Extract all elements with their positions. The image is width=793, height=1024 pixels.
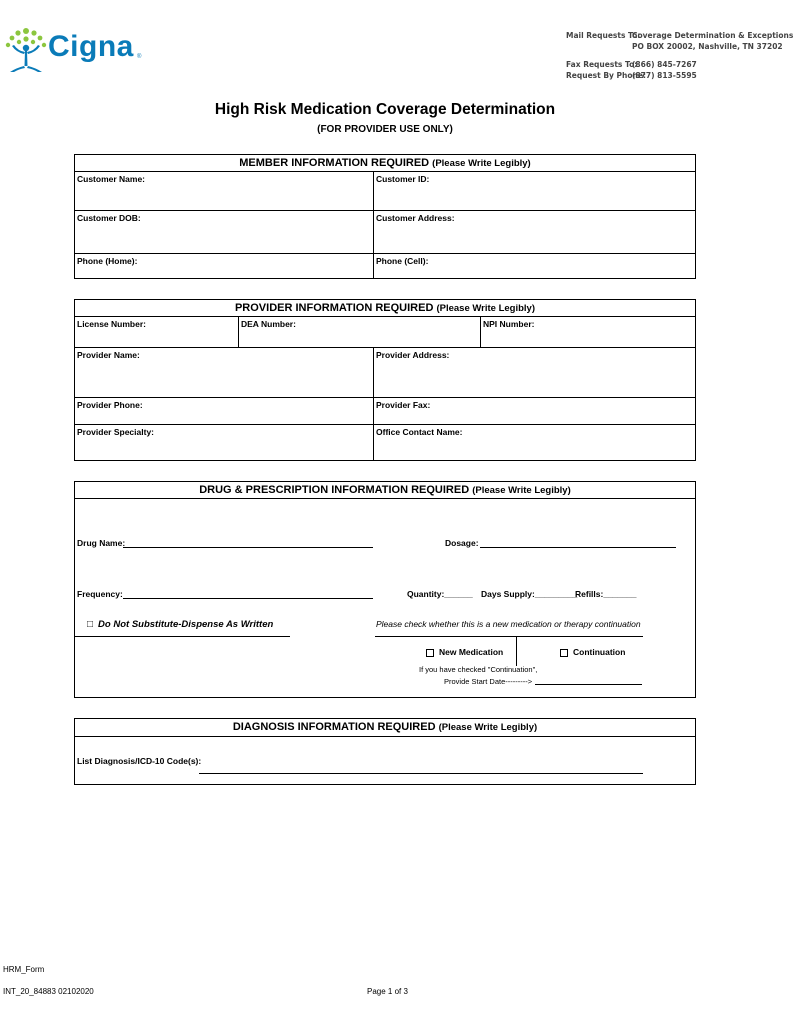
refills-field[interactable]: Refills:_______ [575, 589, 637, 599]
office-contact-field[interactable]: Office Contact Name: [376, 427, 463, 437]
continuation-option[interactable]: Continuation [560, 647, 625, 657]
provider-fax-field[interactable]: Provider Fax: [376, 400, 431, 410]
customer-address-field[interactable]: Customer Address: [376, 213, 455, 223]
dosage-label: Dosage: [445, 538, 479, 548]
fax-value: (866) 845-7267 [632, 60, 697, 69]
customer-dob-field[interactable]: Customer DOB: [77, 213, 141, 223]
phone-value: (877) 813-5595 [632, 71, 697, 80]
license-number-field[interactable]: License Number: [77, 319, 146, 329]
start-date-input[interactable] [535, 684, 642, 685]
drug-info-section [74, 481, 696, 698]
page-number: Page 1 of 3 [367, 987, 408, 996]
continuation-checkbox[interactable] [560, 649, 568, 657]
mail-line-1: Coverage Determination & Exceptions [632, 31, 793, 40]
dnsub-checkbox-row[interactable] [87, 619, 273, 630]
form-code: INT_20_84883 02102020 [3, 987, 94, 996]
dnsub-label: Do Not Substitute-Dispense As Written [98, 619, 274, 630]
new-medication-option[interactable]: New Medication [426, 647, 503, 657]
form-name: HRM_Form [3, 965, 45, 974]
registered-mark-icon: ® [137, 54, 142, 60]
mail-line-2: PO BOX 20002, Nashville, TN 37202 [632, 42, 783, 51]
dosage-input[interactable] [480, 547, 676, 548]
checkbox-icon[interactable]: □ [87, 619, 94, 630]
drug-name-input[interactable] [123, 547, 373, 548]
provider-name-field[interactable]: Provider Name: [77, 350, 140, 360]
diagnosis-label: List Diagnosis/ICD-10 Code(s): [77, 756, 202, 766]
customer-id-field[interactable]: Customer ID: [376, 174, 430, 184]
new-medication-checkbox[interactable] [426, 649, 434, 657]
provider-address-field[interactable]: Provider Address: [376, 350, 450, 360]
check-note: Please check whether this is a new medication or therapy continuation [376, 619, 641, 629]
provider-section-title: PROVIDER INFORMATION REQUIRED (Please Write Legibly) [234, 302, 536, 314]
phone-home-field[interactable]: Phone (Home): [77, 256, 138, 266]
cigna-logo [4, 26, 154, 74]
member-section-title: MEMBER INFORMATION REQUIRED (Please Write Legibly) [239, 157, 531, 169]
cigna-wordmark: Cigna [48, 30, 134, 63]
page-subtitle: (FOR PROVIDER USE ONLY) [317, 124, 453, 135]
customer-name-field[interactable]: Customer Name: [77, 174, 146, 184]
provider-info-section [74, 299, 696, 461]
fax-label: Fax Requests To: [566, 60, 638, 69]
diagnosis-section-title: DIAGNOSIS INFORMATION REQUIRED (Please Write Legibly) [232, 721, 538, 733]
tree-of-life-icon [4, 26, 48, 72]
diagnosis-info-section [74, 718, 696, 785]
days-supply-field[interactable]: Days Supply:_________ [481, 589, 578, 599]
npi-number-field[interactable]: NPI Number: [483, 319, 535, 329]
drug-name-label: Drug Name: [77, 538, 126, 548]
if-checked-note: If you have checked "Continuation", [419, 665, 538, 674]
phone-cell-field[interactable]: Phone (Cell): [376, 256, 429, 266]
mail-label: Mail Requests To: [566, 31, 641, 40]
quantity-field[interactable]: Quantity:______ [407, 589, 473, 599]
diagnosis-input[interactable] [199, 773, 643, 774]
drug-section-title: DRUG & PRESCRIPTION INFORMATION REQUIRED (Please Write Legibly) [199, 484, 571, 496]
dea-number-field[interactable]: DEA Number: [241, 319, 296, 329]
provider-phone-field[interactable]: Provider Phone: [77, 400, 143, 410]
phone-label: Request By Phone: [566, 71, 646, 80]
provider-specialty-field[interactable]: Provider Specialty: [77, 427, 155, 437]
frequency-input[interactable] [123, 598, 373, 599]
frequency-label: Frequency: [77, 589, 123, 599]
start-date-label: Provide Start Date---------> [444, 677, 533, 686]
page-title: High Risk Medication Coverage Determination [214, 101, 556, 118]
member-info-section [74, 154, 696, 279]
